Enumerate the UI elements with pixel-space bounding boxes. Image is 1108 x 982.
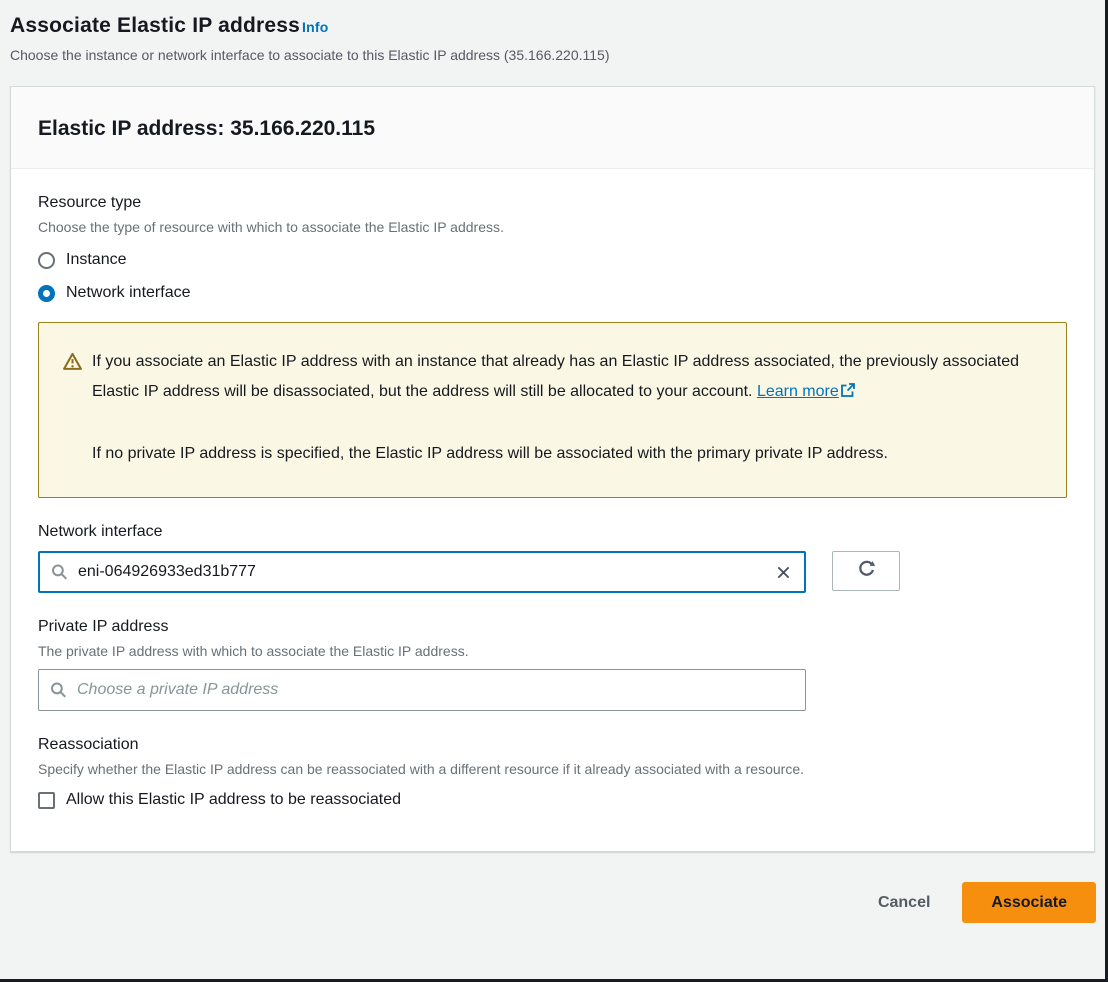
private-ip-description: The private IP address with which to associate the Elastic IP address. bbox=[38, 643, 469, 659]
card-body bbox=[11, 169, 1094, 851]
refresh-icon bbox=[857, 560, 876, 582]
reassociation-description: Specify whether the Elastic IP address can be reassociated with a different resource if it already associated with a resource. bbox=[38, 761, 804, 777]
private-ip-label: Private IP address bbox=[38, 618, 169, 635]
reassociation-checkbox-row[interactable] bbox=[38, 791, 1067, 809]
page-title-text: Associate Elastic IP address bbox=[10, 14, 301, 37]
network-interface-input[interactable] bbox=[40, 553, 804, 591]
warning-icon bbox=[63, 347, 82, 469]
page-title bbox=[10, 13, 1098, 40]
search-icon bbox=[51, 564, 68, 581]
card-title: Elastic IP address: 35.166.220.115 bbox=[38, 117, 376, 140]
page-subtitle: Choose the instance or network interface to associate to this Elastic IP address (35.166.220.115) bbox=[10, 47, 610, 63]
reassociation-checkbox[interactable] bbox=[38, 792, 55, 809]
reassociation-label: Reassociation bbox=[38, 736, 139, 753]
resource-type-description: Choose the type of resource with which to associate the Elastic IP address. bbox=[38, 219, 504, 235]
warning-paragraph-1 bbox=[92, 347, 1027, 409]
warning-alert bbox=[38, 322, 1067, 498]
radio-option-network-interface[interactable] bbox=[38, 284, 1067, 302]
search-icon bbox=[50, 682, 67, 699]
elastic-ip-card bbox=[10, 86, 1095, 852]
cancel-button[interactable]: Cancel bbox=[858, 884, 950, 922]
private-ip-input[interactable] bbox=[39, 670, 805, 710]
network-interface-input-row bbox=[38, 551, 1067, 593]
resource-type-label: Resource type bbox=[38, 194, 142, 211]
card-header bbox=[11, 87, 1094, 169]
learn-more-link[interactable]: Learn more bbox=[756, 383, 839, 400]
reassociation-checkbox-label: Allow this Elastic IP address to be reassociated bbox=[66, 791, 401, 808]
private-ip-input-box bbox=[38, 669, 806, 711]
private-ip-input-row bbox=[38, 669, 1067, 711]
footer-actions bbox=[0, 882, 1108, 923]
radio-option-instance[interactable] bbox=[38, 251, 1067, 269]
warning-text bbox=[92, 347, 1027, 469]
info-link[interactable]: Info bbox=[302, 19, 329, 35]
page-header bbox=[0, 0, 1108, 63]
network-interface-label: Network interface bbox=[38, 523, 163, 540]
clear-input-icon[interactable] bbox=[770, 559, 796, 585]
radio-label-instance: Instance bbox=[66, 251, 127, 268]
refresh-button[interactable] bbox=[832, 551, 900, 591]
warning-paragraph-2: If no private IP address is specified, the Elastic IP address will be associated with the primary private IP address. bbox=[92, 445, 888, 462]
radio-button-instance[interactable] bbox=[38, 252, 55, 269]
radio-button-network-interface[interactable] bbox=[38, 285, 55, 302]
warning-paragraph-1-text: If you associate an Elastic IP address with an instance that already has an Elastic IP address associated, the previously associated Elastic IP address will be disassociated, but the address will still be allocated to your account. bbox=[92, 353, 1020, 400]
external-link-icon bbox=[840, 385, 856, 402]
network-interface-input-box bbox=[38, 551, 806, 593]
radio-label-network-interface: Network interface bbox=[66, 284, 191, 301]
associate-button[interactable]: Associate bbox=[962, 882, 1096, 923]
